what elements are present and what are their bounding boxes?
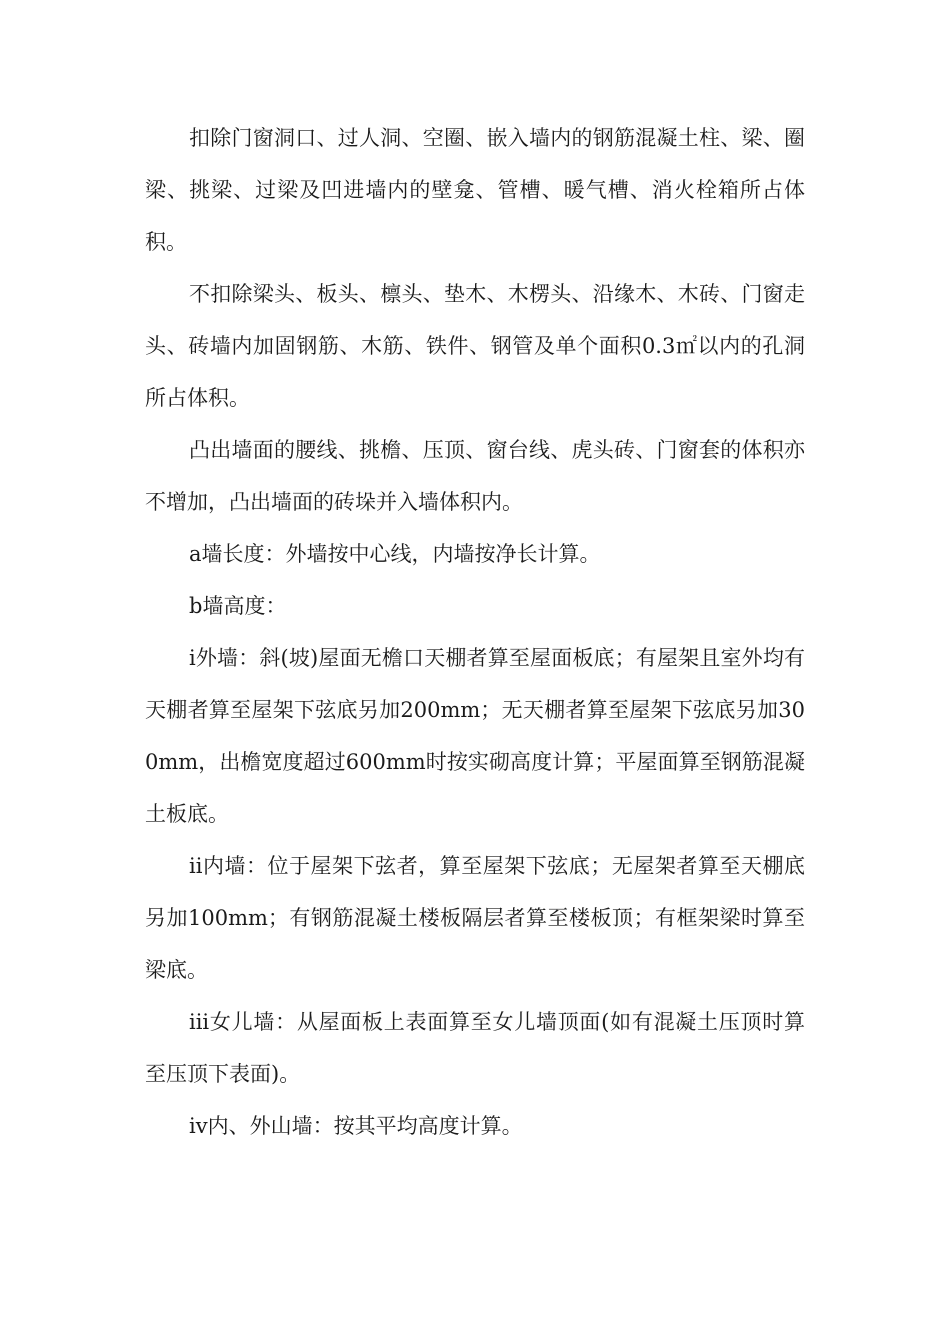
paragraph-interior-wall: ii内墙：位于屋架下弦者，算至屋架下弦底；无屋架者算至天棚底另加100mm；有钢筋混凝土楼板隔层者算至楼板顶；有框架梁时算至梁底。 [145, 854, 805, 982]
paragraph-wall-length: a墙长度：外墙按中心线，内墙按净长计算。 [189, 542, 601, 566]
document-body [145, 112, 805, 1152]
paragraph-parapet-wall: iii女儿墙：从屋面板上表面算至女儿墙顶面(如有混凝土压顶时算至压顶下表面)。 [145, 1010, 805, 1086]
paragraph-gable-wall: iv内、外山墙：按其平均高度计算。 [189, 1114, 523, 1138]
paragraph-deductions: 扣除门窗洞口、过人洞、空圈、嵌入墙内的钢筋混凝土柱、梁、圈梁、挑梁、过梁及凹进墙内的壁龛、管槽、暖气槽、消火栓箱所占体积。 [145, 126, 805, 254]
paragraph-projections: 凸出墙面的腰线、挑檐、压顶、窗台线、虎头砖、门窗套的体积亦不增加，凸出墙面的砖垛并入墙体积内。 [145, 438, 805, 514]
paragraph-exterior-wall: i外墙：斜(坡)屋面无檐口天棚者算至屋面板底；有屋架且室外均有天棚者算至屋架下弦底另加200mm；无天棚者算至屋架下弦底另加300mm，出檐宽度超过600mm时按实砌高度计算；平屋面算至钢筋混凝土板底。 [145, 646, 805, 826]
paragraph-wall-height: b墙高度： [189, 594, 287, 618]
paragraph-no-deductions: 不扣除梁头、板头、檩头、垫木、木楞头、沿缘木、木砖、门窗走头、砖墙内加固钢筋、木筋、铁件、钢管及单个面积0.3㎡以内的孔洞所占体积。 [145, 282, 805, 410]
